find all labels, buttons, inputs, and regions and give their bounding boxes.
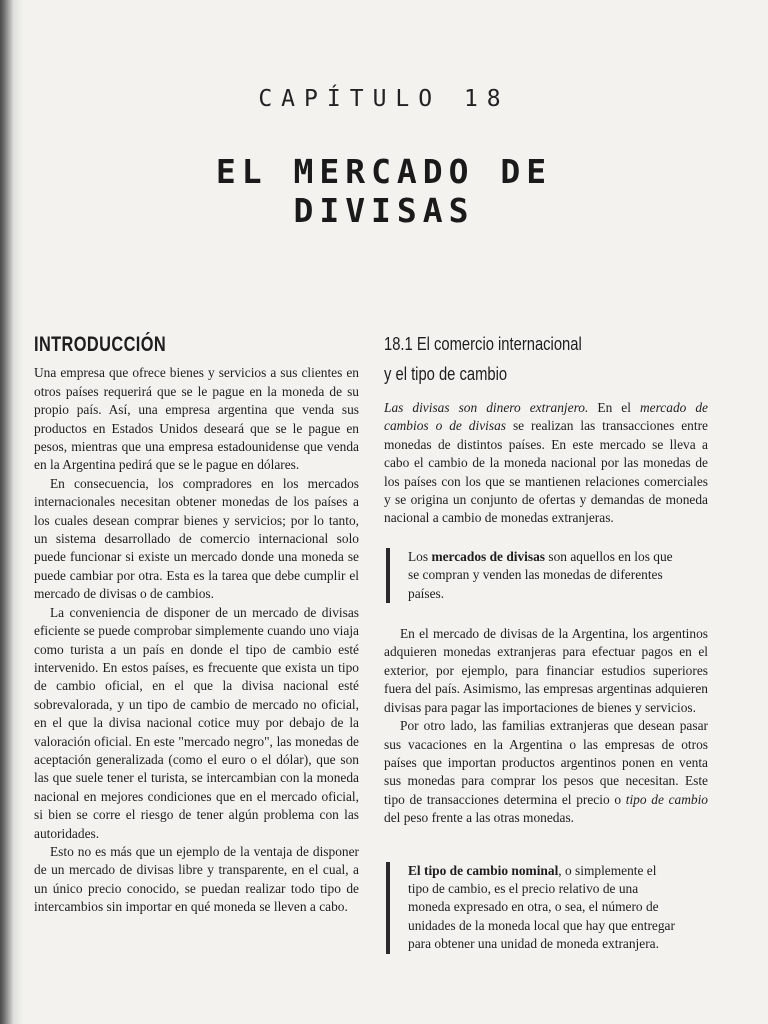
- intro-paragraph-2: En consecuencia, los compradores en los mercados internacionales necesitan obtener monedas de los países a los cuales desean comprar bienes y servicios; por lo tanto, un sistema desarrollado de comercio internacional solo puede funcionar si existe un mercado donde una moneda se puede cambiar por otra. Esta es la tarea que debe cumplir el mercado de divisas o de cambios.: [34, 475, 359, 602]
- callout-bar: [386, 548, 390, 603]
- definition-callout-mercados: [384, 548, 708, 603]
- chapter-title: EL MERCADO DE DIVISAS: [215, 152, 553, 230]
- section-paragraph-3: [384, 717, 708, 827]
- book-binding-edge: [0, 0, 14, 1024]
- right-column: [384, 334, 708, 972]
- callout-text: son aquellos en los que se compran y venden las monedas de diferentes países.: [408, 548, 673, 601]
- paragraph-text: En el: [588, 400, 640, 415]
- introduction-heading: INTRODUCCIÓN: [34, 333, 167, 356]
- left-column: [34, 333, 359, 917]
- paragraph-text: del peso frente a las otras monedas.: [384, 810, 575, 826]
- section-heading-line-2: y el tipo de cambio: [384, 364, 508, 384]
- intro-paragraph-1: Una empresa que ofrece bienes y servicios a sus clientes en otros países requerirá que se le pague en la moneda de su propio país. Así, una empresa argentina que venda sus productos en Estados Unidos deseará que se le pague en pesos, mientras que una empresa estadounidense que venda en la Argentina pedirá que se le pague en dólares.: [34, 365, 359, 473]
- section-paragraph-2: En el mercado de divisas de la Argentina, los argentinos adquieren monedas extranjeras para efectuar pagos en el exterior, por ejemplo, para financiar estudios superiores fuera del país. Asimismo, las empresas argentinas adquieren divisas para pagar las importaciones de bienes y servicios.: [384, 626, 708, 715]
- paragraph-text: Por otro lado, las familias extranjeras que desean pasar sus vacaciones en la Argentina o las empresas de otros países que importan productos argentinos ponen en venta sus monedas para comprar los pesos que necesitan. Este tipo de transacciones determina el precio o: [384, 718, 708, 807]
- callout-bar: [386, 862, 390, 954]
- definition-callout-tipo-de-cambio: [384, 862, 708, 954]
- section-paragraph-1: [384, 399, 708, 528]
- section-heading-line-1: 18.1 El comercio internacional: [384, 334, 582, 354]
- callout-text: , o simplemente el tipo de cambio, es el precio relativo de una moneda expresado en otra, o sea, el número de unidades de la moneda local que hay que entregar para obtener una unidad de moneda extranjera.: [408, 862, 675, 952]
- divisas-definition-italic: Las divisas son dinero extranjero.: [384, 400, 589, 415]
- callout-term: mercados de divisas: [431, 548, 546, 564]
- binding-shadow: [14, 0, 24, 1024]
- intro-paragraph-4: Esto no es más que un ejemplo de la ventaja de disponer de un mercado de divisas libre y transparente, en el cual, a un único precio conocido, se puedan realizar todo tipo de intercambios sin importar en qué moneda se lleven a cabo.: [34, 843, 359, 915]
- paragraph-text: se realizan las transacciones entre monedas de distintos países. En este mercado se lleva a cabo el cambio de la moneda nacional por las monedas de los países con los que se mantienen relaciones comerciales y se origina un conjunto de ofertas y demandas de moneda nacional a cambio de monedas extranjeras.: [384, 418, 708, 526]
- tipo-de-cambio-italic: tipo de cambio: [625, 791, 708, 807]
- callout-term: El tipo de cambio nominal: [408, 862, 559, 878]
- chapter-label: CAPÍTULO 18: [258, 86, 510, 112]
- callout-text: Los: [408, 548, 432, 564]
- intro-paragraph-3: La conveniencia de disponer de un mercado de divisas eficiente se puede comprobar simplemente cuando uno viaja como turista a un país en donde el tipo de cambio esté intervenido. En estos países, es frecuente que exista un tipo de cambio oficial, en el que la divisa nacional esté sobrevalorada, y un tipo de cambio de mercado no oficial, en el que la divisa nacional cotice muy por debajo de la valoración oficial. En este "mercado negro", las monedas de aceptación generalizada (como el euro o el dólar), que son las que suele tener el turista, se intercambian con la moneda nacional en mejores condiciones que en el mercado oficial, si bien se corre el riesgo de tener algún problema con las autoridades.: [34, 604, 359, 841]
- mercado-term-italic: mercado de cambios o de divisas: [384, 400, 709, 434]
